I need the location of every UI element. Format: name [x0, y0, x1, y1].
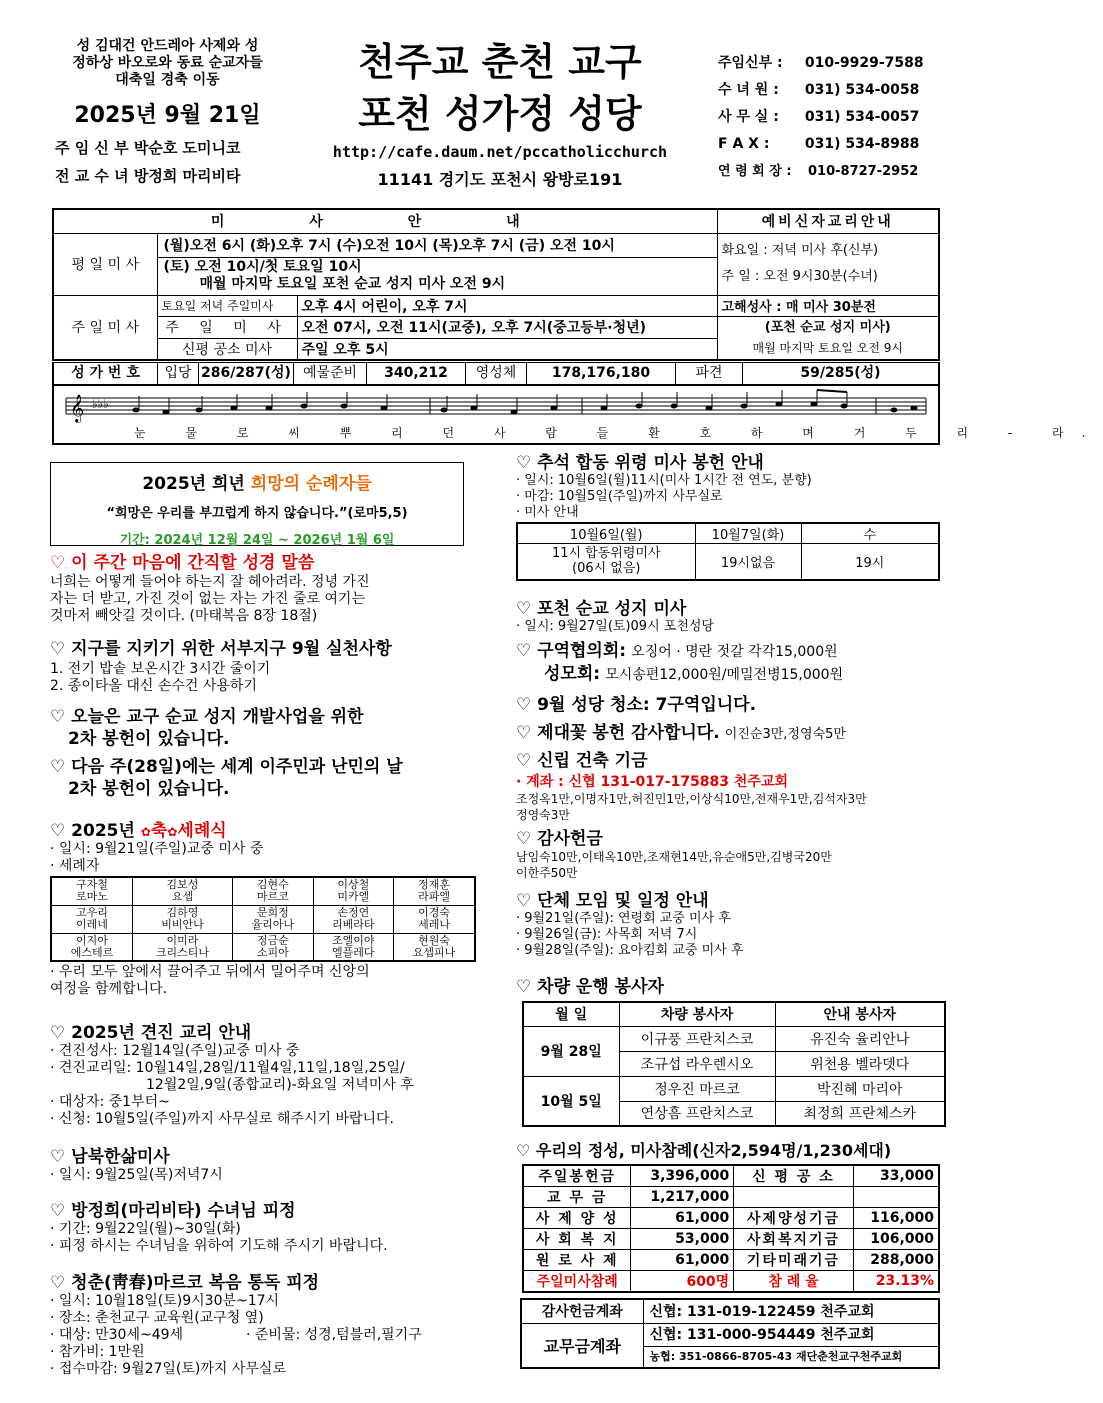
contact-row: 주임신부 : 010-9929-7588 [718, 55, 924, 71]
offering-cell: 106,000 [853, 1229, 939, 1250]
table-row [523, 1187, 939, 1208]
attendance-cell: 참 례 율 [734, 1271, 854, 1293]
offering-cell: 신 평 공 소 [734, 1165, 854, 1187]
chuseok-section: ♡ 추석 합동 위령 미사 봉헌 안내 · 일시: 10월6일(월)11시(미사 1시간 전 연도, 분향) · 마감: 10월5일(주일)까지 사무실로 · 미사 안내 10월6일(월) 10월7일(화) 수 11시 합동위령미사 (06시 없음) 19시없음 19시 [516, 448, 946, 581]
jubilee-quote: “희망은 우리를 부끄럽게 하지 않습니다.”(로마5,5) [106, 506, 408, 521]
baptism-name-cell: 정금순 소피아 [233, 933, 313, 961]
offering-section: ♡ 우리의 정성, 미사참례(신자2,594명/1,230세대) 주일봉헌금 3,396,000 신 평 공 소 33,000 교 무 금 1,217,000 사 제 양 성 61,000 사제양성기금 116,000 사 회 복 지 53,000 사회복지기금 106,000 원 로 사 제 61,000 기타미래기금 288,000 주일미사참례 600명 참 례 율 23.13% [516, 1138, 940, 1293]
music-score [52, 385, 1103, 445]
baptism-name-cell: 정재훈 라파엘 [394, 877, 475, 905]
baptism-title: ♡ 2025년 ✿축✿세례식 [50, 821, 227, 841]
sparkle-icon: ✿ [167, 825, 178, 839]
pastor-name: 주 임 신 부 박순호 도미니코 [55, 139, 241, 157]
baptism-name-cell: 김보성 요셉 [132, 877, 232, 905]
sunday-label: 주 일 미 사 [53, 295, 157, 360]
feast-line: 정하상 바오로와 동료 순교자들 [72, 55, 263, 71]
contact-row: 연 령 회 장 : 010-8727-2952 [718, 164, 919, 179]
attendance-cell: 600명 [631, 1271, 734, 1293]
hymn-row [52, 362, 940, 386]
youth-retreat-section: ♡ 청춘(靑春)마르코 복음 통독 피정 · 일시: 10월18일(토)9시30분~17시 · 장소: 춘천교구 교육원(교구청 옆) · 대상: 만30세~49세 · 준비물: 성경,텀블러,필기구 · 참가비: 1만원 · 접수마감: 9월27일(토)까지 사무실로 [50, 1273, 422, 1377]
diocese-title: 천주교 춘천 교구 [358, 40, 642, 84]
offering-cell: 사 회 복 지 [523, 1229, 631, 1250]
offering-cell: 3,396,000 [631, 1165, 734, 1187]
entrance-hymn: 286/287(성) [198, 363, 294, 384]
offertory-label: 예물준비 [302, 365, 358, 381]
communion-hymn: 178,176,180 [526, 363, 676, 384]
mass-head: 미 사 안 내 [53, 209, 717, 233]
sinpyeong-mass: 주일 오후 5시 [297, 338, 717, 360]
baptism-name-cell: 이경숙 세레나 [394, 905, 475, 933]
cleaning-notice: ♡ 9월 성당 청소: 7구역입니다. [516, 695, 757, 715]
sister-retreat-section: ♡ 방정희(마리비타) 수녀님 피정 · 기간: 9월22일(월)~30일(화) · 피정 하시는 수녀님을 위하여 기도해 주시기 바랍니다. [50, 1201, 388, 1254]
bulletin-date: 2025년 9월 21일 [74, 103, 261, 128]
building-account: · 계좌 : 신협 131-017-175883 천주교회 [516, 774, 788, 790]
jubilee-box [50, 462, 464, 546]
svg-text:♭♭♭: ♭♭♭ [92, 397, 109, 411]
sinpyeong-label: 신평 공소 미사 [157, 338, 297, 360]
offering-cell [734, 1187, 854, 1208]
shrine-mass-section: ♡ 포천 순교 성지 미사 · 일시: 9월27일(토)09시 포천성당 [516, 599, 714, 634]
dismissal-hymn: 59/285(성) [742, 363, 938, 384]
contact-row: 사 무 실 : 031) 534-0057 [718, 109, 920, 125]
table-row [51, 877, 475, 905]
feast-line: 대축일 경축 이동 [115, 72, 220, 88]
baptism-name-cell: 현원숙 요셉피나 [394, 933, 475, 961]
offering-cell: 33,000 [853, 1165, 939, 1187]
baptism-names-table [50, 876, 476, 962]
parish-address: 11141 경기도 포천시 왕방로191 [377, 170, 623, 189]
offering-cell: 1,217,000 [631, 1187, 734, 1208]
altar-flowers-section: ♡ 제대꽃 봉헌 감사합니다. 이진순3만,정영숙5만 [516, 723, 846, 743]
table-row [523, 1165, 939, 1187]
weekday-line1: (월)오전 6시 (화)오후 7시 (수)오전 10시 (목)오후 7시 (금) 오전 10시 [157, 233, 717, 257]
jubilee-period: 기간: 2024년 12월 24일 ~ 2026년 1월 6일 [119, 533, 395, 548]
sat-eve-label: 토요일 저녁 주일미사 [157, 295, 297, 316]
hymn-label: 성 가 번 호 [54, 363, 158, 384]
communion-label: 영성체 [475, 365, 517, 381]
baptism-celebration: ✿축✿세례식 [140, 821, 227, 841]
vehicle-table: 월 일 차량 봉사자 안내 봉사자 9월 28일 이규풍 프란치스코 유진숙 율리안나 조규섭 라우렌시오 위천용 벨라뎃다 10월 5일 정우진 마르코 박진혜 마리아 연상흠 프란치스코 최정희 프란체스카 [522, 1001, 946, 1127]
offertory-hymn: 340,212 [366, 363, 466, 384]
weekday-line2: (토) 오전 10시/첫 토요일 10시 매월 마지막 토요일 포천 순교 성지 미사 오전 9시 [157, 257, 717, 295]
feast-line: 성 김대건 안드레아 사제와 성 [76, 38, 259, 54]
shrine-info: (포천 순교 성지 미사) 매월 마지막 토요일 오전 9시 [717, 316, 939, 360]
cafe-url[interactable]: http://cafe.daum.net/pccatholicchurch [332, 143, 668, 161]
confirmation-title: ♡ 2025년 견진 교리 안내 [50, 1023, 252, 1043]
feast-title [40, 38, 295, 89]
baptism-name-cell: 이상철 미카엘 [313, 877, 393, 905]
offering-cell: 61,000 [631, 1250, 734, 1271]
earth-section: ♡ 지구를 지키기 위한 서부지구 9월 실천사항 1. 전기 밥솥 보온시간 3시간 줄이기 2. 종이타올 대신 손수건 사용하기 [50, 634, 470, 695]
vehicle-section: ♡ 차량 운행 봉사자 월 일 차량 봉사자 안내 봉사자 9월 28일 이규풍 프란치스코 유진숙 율리안나 조규섭 라우렌시오 위천용 벨라뎃다 10월 5일 정우진 마르코 박진혜 마리아 연상흠 프란치스코 최정희 프란체스카 [516, 972, 946, 1127]
table-row [523, 1208, 939, 1229]
baptism-name-cell: 구자철 로마노 [51, 877, 132, 905]
svg-text:𝄞: 𝄞 [70, 394, 85, 422]
district-council-section: ♡ 구역협의회: 오징어 · 명란 젓갈 각각15,000원 성모회: 모시송편12,000원/메밀전병15,000원 [516, 641, 844, 684]
migrant-notice: ♡ 다음 주(28일)에는 세계 이주민과 난민의 날 2차 봉헌이 있습니다. [50, 757, 403, 799]
building-fund-section: ♡ 신립 건축 기금 · 계좌 : 신협 131-017-175883 천주교회 조정옥1만,이명자1만,허진민1만,이상식10만,전재우1만,김석자3만 정영숙3만 [516, 751, 867, 822]
offering-cell: 61,000 [631, 1208, 734, 1229]
attendance-cell: 23.13% [853, 1271, 939, 1293]
contact-row: 수 녀 원 : 031) 534-0058 [718, 82, 920, 98]
table-row [523, 1229, 939, 1250]
mass-table [52, 208, 940, 361]
offering-cell: 사 제 양 성 [523, 1208, 631, 1229]
scripture-section: ♡ 이 주간 마음에 간직할 성경 말씀 너희는 어떻게 들어야 하는지 잘 헤아려라. 정녕 가진 자는 더 받고, 가진 것이 없는 자는 가진 줄로 여기는 것마저 빼앗길 것이다. (마태복음 8장 18절) [50, 548, 470, 625]
contact-row: F A X : 031) 534-8988 [718, 136, 920, 152]
gyomu-accounts: 신협: 131-000-954449 천주교회 농협: 351-0866-8705-43 재단춘천교구천주교회 [643, 1323, 939, 1368]
sister-name: 전 교 수 녀 방정희 마리비타 [55, 167, 241, 185]
offering-cell: 사회복지기금 [734, 1229, 854, 1250]
catechumen-info: 화요일 : 저녁 미사 후(신부) 주 일 : 오전 9시30분(수녀) [717, 233, 939, 295]
parish-title: 포천 성가정 성당 [358, 92, 642, 136]
dismissal-label: 파견 [695, 365, 723, 381]
table-row [523, 1250, 939, 1271]
baptism-name-cell: 김하영 비비안나 [132, 905, 232, 933]
offering-cell: 기타미래기금 [734, 1250, 854, 1271]
attendance-cell: 주일미사참례 [523, 1271, 631, 1293]
baptism-name-cell: 조엘이야 엘플레다 [313, 933, 393, 961]
thanks-offering-section: ♡ 감사헌금 남임숙10만,이태옥10만,조재현14만,유순애5만,김병국20만 이한주50만 [516, 829, 832, 880]
sparkle-icon: ✿ [140, 825, 151, 839]
offering-cell: 주일봉헌금 [523, 1165, 631, 1187]
catechumen-head: 예비신자교리안내 [717, 209, 939, 233]
baptism-name-cell: 이미라 크리스티나 [132, 933, 232, 961]
offering-cell: 116,000 [853, 1208, 939, 1229]
scripture-title: ♡ 이 주간 마음에 간직할 성경 말씀 [50, 553, 315, 573]
baptism-name-cell: 손정연 리베라타 [313, 905, 393, 933]
offering-cell: 사제양성기금 [734, 1208, 854, 1229]
sat-eve-mass: 오후 4시 어린이, 오후 7시 [297, 295, 717, 316]
confession-info: 고해성사 : 매 미사 30분전 [717, 295, 939, 316]
second-collection-notice: ♡ 오늘은 교구 순교 성지 개발사업을 위한 2차 봉헌이 있습니다. [50, 707, 364, 749]
baptism-name-cell: 김현수 마르코 [233, 877, 313, 905]
offering-cell: 288,000 [853, 1250, 939, 1271]
offering-cell: 원 로 사 제 [523, 1250, 631, 1271]
offering-cell: 교 무 금 [523, 1187, 631, 1208]
offering-table [522, 1164, 940, 1293]
jubilee-title: 2025년 희년 희망의 순례자들 [142, 474, 372, 494]
reunification-section: ♡ 남북한삶미사 · 일시: 9월25일(목)저녁7시 [50, 1147, 223, 1183]
weekday-label: 평 일 미 사 [53, 233, 157, 295]
earth-title: ♡ 지구를 지키기 위한 서부지구 9월 실천사항 [50, 639, 392, 659]
contact-list [718, 50, 924, 185]
table-row [51, 933, 475, 961]
sunday-mass-label: 주 일 미 사 [157, 316, 297, 338]
attendance-row [523, 1271, 939, 1293]
music-staff-icon [54, 386, 938, 426]
baptism-section: ♡ 2025년 ✿축✿세례식 · 일시: 9월21일(주일)교중 미사 중 · 세례자 구자철 로마노 김보성 요셉 김현수 마르코 이상철 미카엘 정재훈 라파엘 고우리 이레네 김하영 비비안나 문희정 율리아나 손정연 리베라타 이경숙 세레나 이지아 에스테르 이미라 크리스티나 정금순 소피아 조엘이야 엘플레다 현원숙 요셉피나 · 우리 모두 앞에서 끌어주고 뒤에서 밀어주며 신앙의 여정을 함께합니다. [50, 816, 476, 998]
chuseok-table: 10월6일(월) 10월7일(화) 수 11시 합동위령미사 (06시 없음) 19시없음 19시 [516, 522, 940, 581]
table-row [51, 905, 475, 933]
baptism-name-cell: 문희정 율리아나 [233, 905, 313, 933]
baptism-name-cell: 고우리 이레네 [51, 905, 132, 933]
hymn-lyrics: 눈 물 로 씨 뿌 리 던 사 람 들 환 호 하 며 거 두 리 - 라. [134, 426, 1103, 440]
accounts-table: 감사헌금계좌 신협: 131-019-122459 천주교회 교무금계좌 신협: 131-000-954449 천주교회 농협: 351-0866-8705-43 재단춘천교구천주교회 [520, 1298, 940, 1369]
groups-section: ♡ 단체 모임 및 일정 안내 · 9월21일(주일): 연령회 교중 미사 후 · 9월26일(금): 사목회 저녁 7시 · 9월28일(주일): 요아킴회 교중 미사 후 [516, 891, 744, 958]
offering-cell: 53,000 [631, 1229, 734, 1250]
confirmation-section: ♡ 2025년 견진 교리 안내 · 견진성사: 12월14일(주일)교중 미사 중 · 견진교리일: 10월14일,28일/11월4일,11일,18일,25일/ 12월2일,9일(종합교리)-화요일 저녁미사 후 · 대상자: 중1부터~ · 신청: 10월5일(주일)까지 사무실로 해주시기 바랍니다. [50, 1018, 480, 1128]
entrance-label: 입당 [164, 365, 192, 381]
baptism-name-cell: 이지아 에스테르 [51, 933, 132, 961]
chuseok-title: ♡ 추석 합동 위령 미사 봉헌 안내 [516, 453, 764, 473]
sunday-mass: 오전 07시, 오전 11시(교중), 오후 7시(중고등부·청년) [297, 316, 717, 338]
offering-cell [853, 1187, 939, 1208]
